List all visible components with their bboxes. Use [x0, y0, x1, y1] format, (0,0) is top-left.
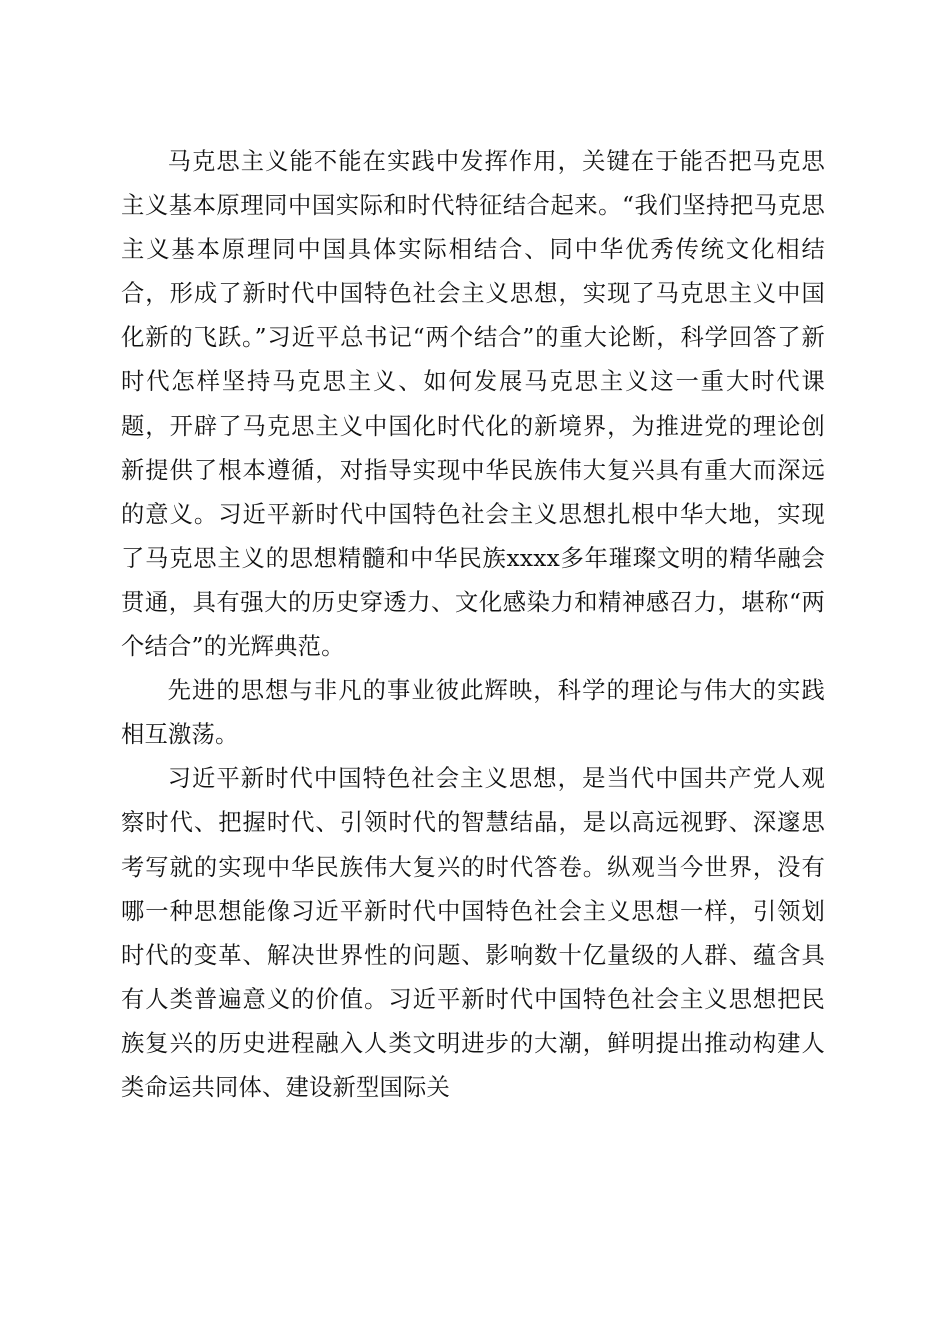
document-body [121, 140, 825, 1110]
paragraph-3: 习近平新时代中国特色社会主义思想，是当代中国共产党人观察时代、把握时代、引领时代的智慧结晶，是以高远视野、深邃思考写就的实现中华民族伟大复兴的时代答卷。纵观当今世界，没有哪一种思想能像习近平新时代中国特色社会主义思想一样，引领划时代的变革、解决世界性的问题、影响数十亿量级的人群、蕴含具有人类普遍意义的价值。习近平新时代中国特色社会主义思想把民族复兴的历史进程融入人类文明进步的大潮，鲜明提出推动构建人类命运共同体、建设新型国际关 [121, 765, 825, 1101]
paragraph-2: 先进的思想与非凡的事业彼此辉映，科学的理论与伟大的实践相互激荡。 [121, 677, 825, 749]
paragraph-1: 马克思主义能不能在实践中发挥作用，关键在于能否把马克思主义基本原理同中国实际和时代特征结合起来。“我们坚持把马克思主义基本原理同中国具体实际相结合、同中华优秀传统文化相结合，形成了新时代中国特色社会主义思想，实现了马克思主义中国化新的飞跃。”习近平总书记“两个结合”的重大论断，科学回答了新时代怎样坚持马克思主义、如何发展马克思主义这一重大时代课题，开辟了马克思主义中国化时代化的新境界，为推进党的理论创新提供了根本遵循，对指导实现中华民族伟大复兴具有重大而深远的意义。习近平新时代中国特色社会主义思想扎根中华大地，实现了马克思主义的思想精髓和中华民族xxxx多年璀璨文明的精华融会贯通，具有强大的历史穿透力、文化感染力和精神感召力，堪称“两个结合”的光辉典范。 [121, 148, 825, 661]
